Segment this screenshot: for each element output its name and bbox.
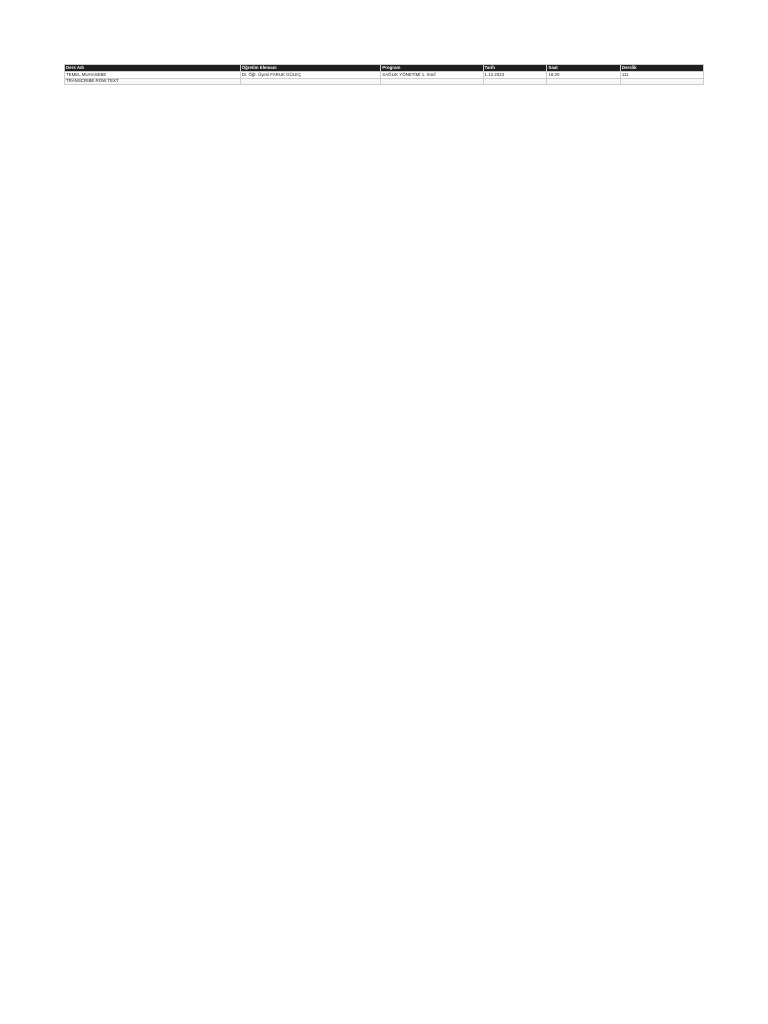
time-cell: 16:20 — [547, 72, 620, 79]
course-cell: TEMEL MUHASEBE — [65, 72, 241, 79]
date-cell: 1.12.2023 — [483, 72, 547, 79]
header-program: Program — [381, 65, 483, 72]
course-cell: TRANSCRIBE ROW TEXT — [65, 78, 241, 85]
exam-schedule-table — [64, 64, 704, 85]
program-cell — [381, 78, 483, 85]
header-lecturer: Öğretim Elemanı — [240, 65, 381, 72]
table-row — [65, 72, 704, 79]
lecturer-cell: Dr. Öğr. Üyesi FARUK GÜLEÇ — [240, 72, 381, 79]
header-time: Saat — [547, 65, 620, 72]
date-cell — [483, 78, 547, 85]
program-cell: SAĞLIK YÖNETİMİ 1. Sınıf — [381, 72, 483, 79]
table-header-row — [65, 65, 704, 72]
header-course: Ders Adı — [65, 65, 241, 72]
header-room: Derslik — [620, 65, 703, 72]
room-cell — [620, 78, 703, 85]
header-date: Tarih — [483, 65, 547, 72]
room-cell: 111 — [620, 72, 703, 79]
exam-schedule-sheet — [64, 64, 704, 85]
time-cell — [547, 78, 620, 85]
table-body — [65, 72, 704, 85]
table-row — [65, 78, 704, 85]
lecturer-cell — [240, 78, 381, 85]
